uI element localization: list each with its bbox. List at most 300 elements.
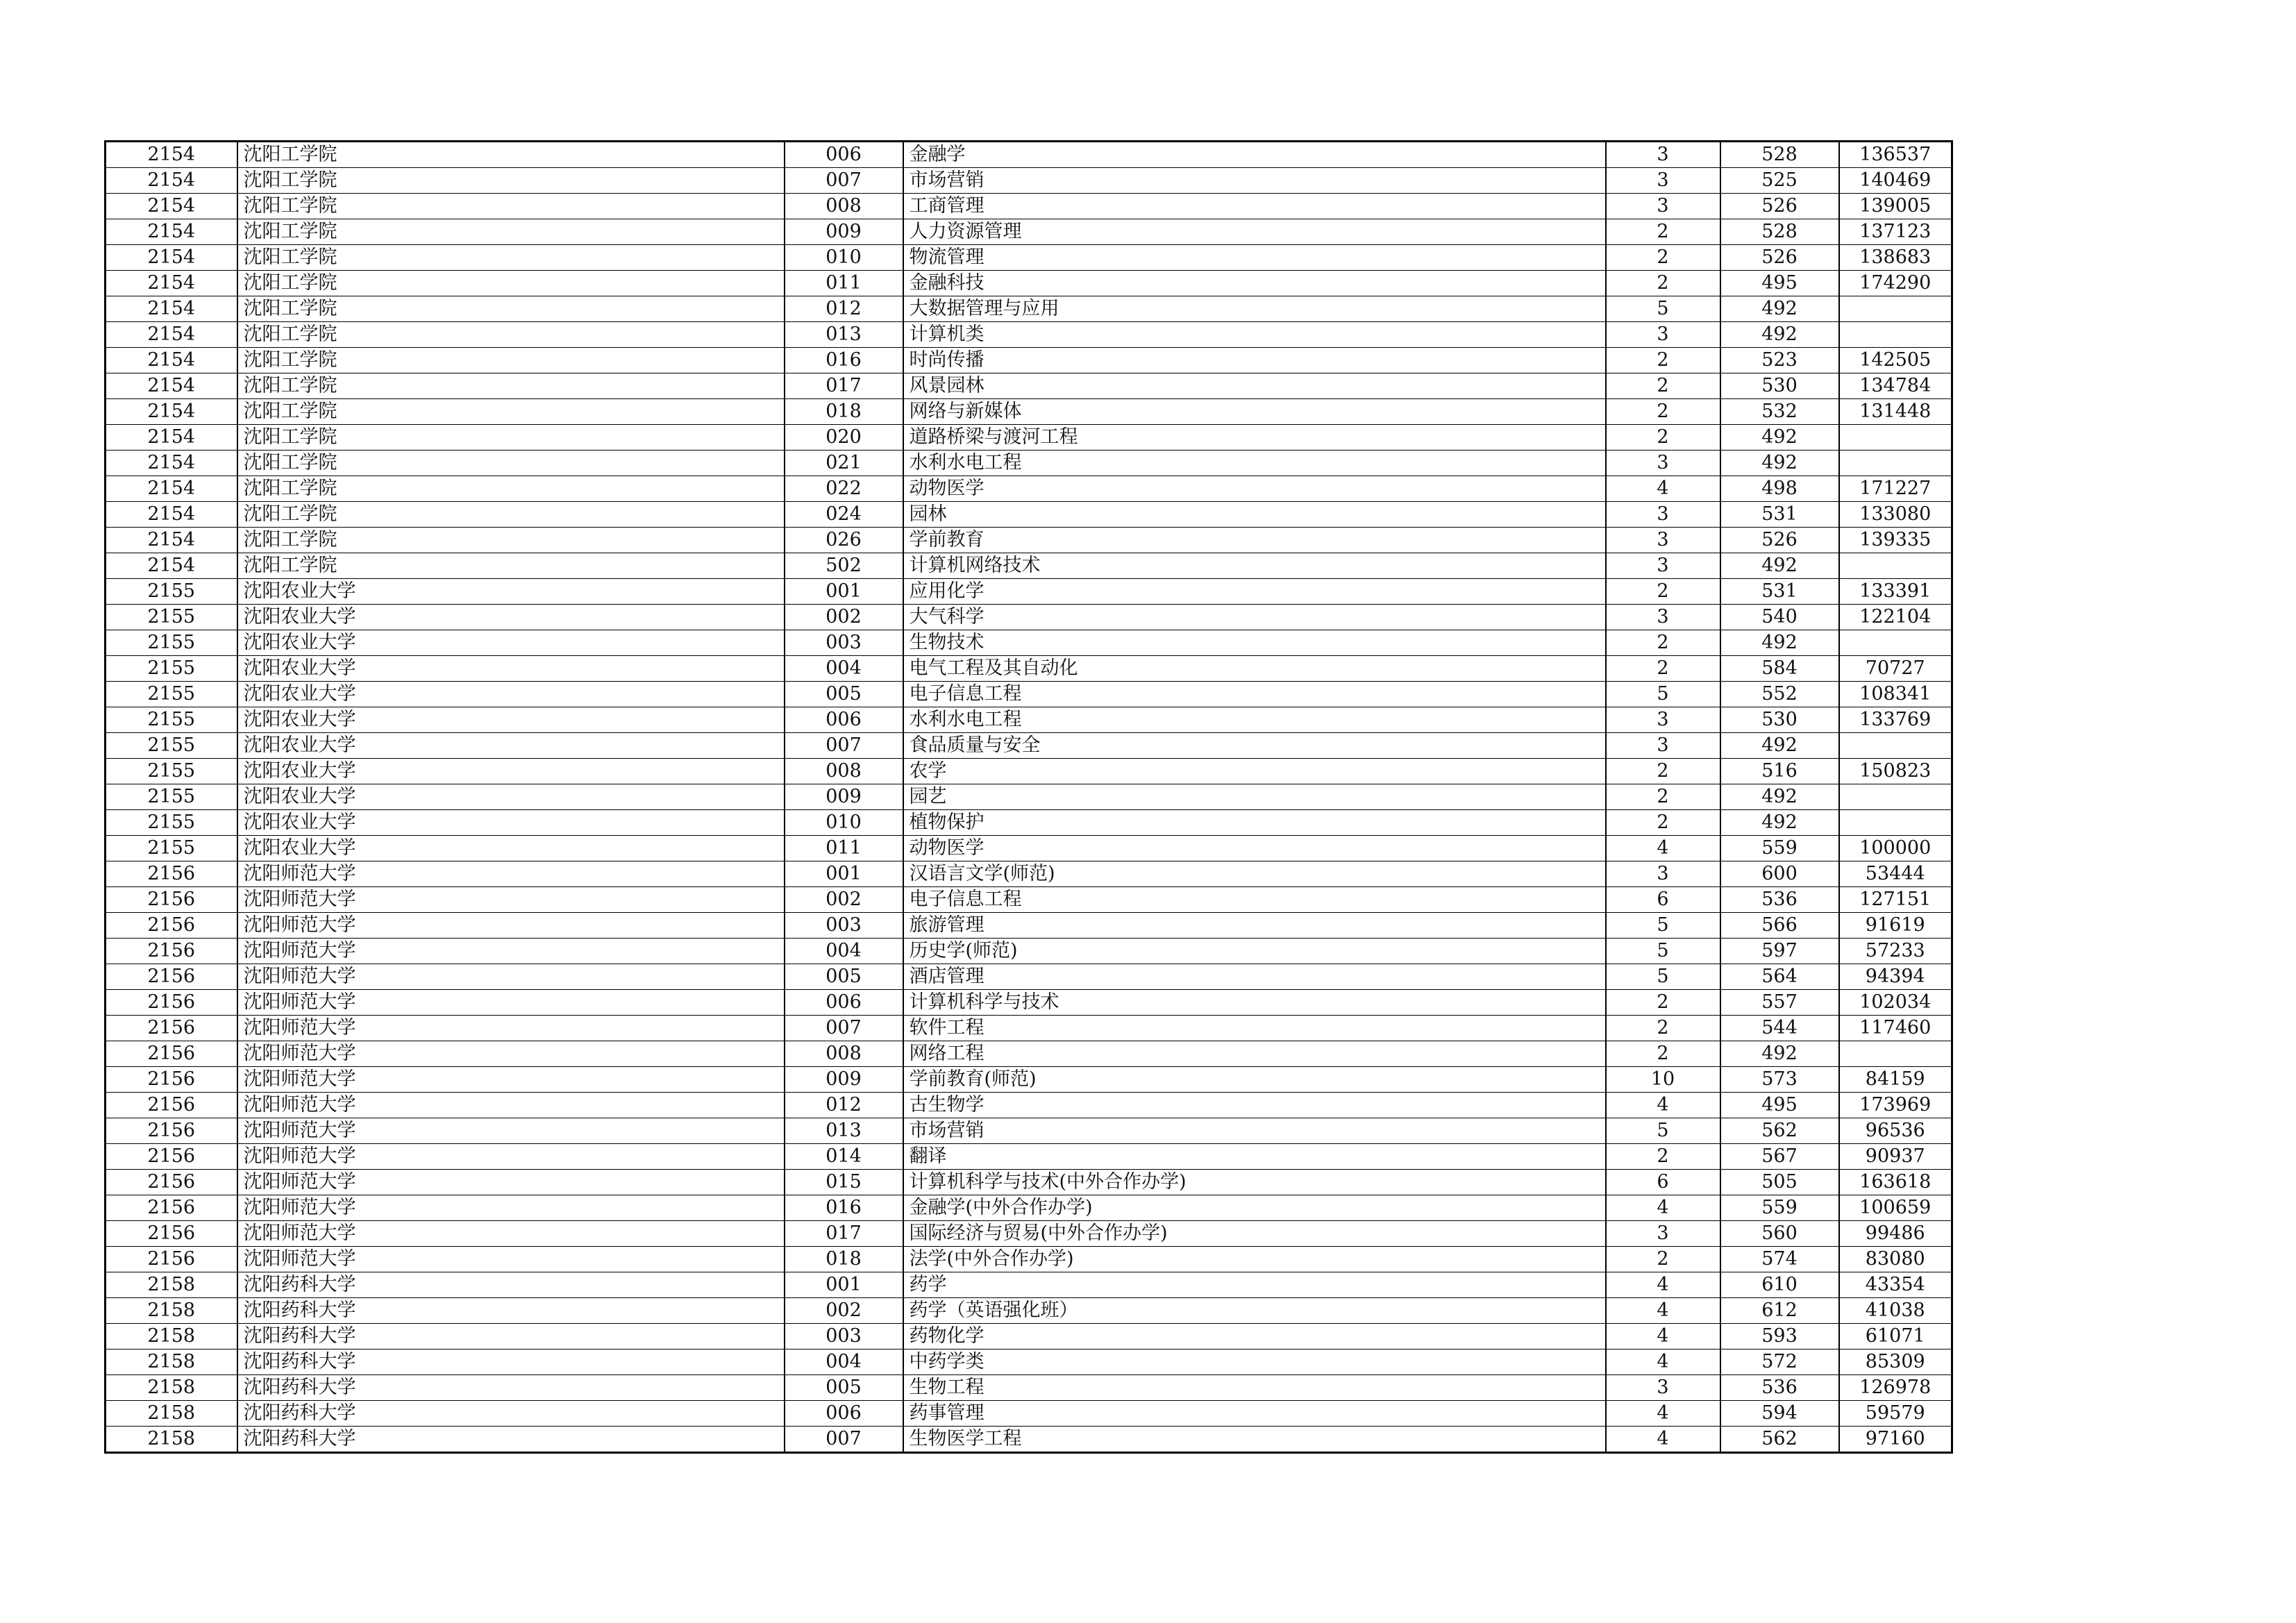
school-name-cell: 沈阳农业大学 [237,656,785,682]
min-rank-cell: 174290 [1839,271,1952,296]
table-row [106,656,1952,682]
major-name-cell: 学前教育 [903,528,1606,553]
school-code-cell: 2156 [106,1093,237,1118]
school-name-cell: 沈阳工学院 [237,219,785,245]
min-rank-cell: 117460 [1839,1016,1952,1041]
min-score-cell: 540 [1720,605,1839,630]
major-name-cell: 应用化学 [903,579,1606,605]
school-name-cell: 沈阳工学院 [237,194,785,219]
school-code-cell: 2155 [106,836,237,861]
school-name-cell: 沈阳农业大学 [237,707,785,733]
school-name-cell: 沈阳药科大学 [237,1272,785,1298]
school-code-cell: 2155 [106,656,237,682]
table-row [106,1324,1952,1349]
major-name-cell: 水利水电工程 [903,451,1606,476]
min-rank-cell: 41038 [1839,1298,1952,1324]
plan-count-cell: 3 [1606,1375,1720,1401]
major-name-cell: 水利水电工程 [903,707,1606,733]
school-name-cell: 沈阳农业大学 [237,759,785,784]
table-row [106,707,1952,733]
plan-count-cell: 3 [1606,194,1720,219]
school-name-cell: 沈阳工学院 [237,425,785,451]
min-rank-cell: 134784 [1839,373,1952,399]
major-name-cell: 国际经济与贸易(中外合作办学) [903,1221,1606,1247]
min-rank-cell: 171227 [1839,476,1952,502]
table-row [106,322,1952,348]
major-name-cell: 计算机科学与技术(中外合作办学) [903,1170,1606,1195]
school-name-cell: 沈阳师范大学 [237,861,785,887]
min-score-cell: 492 [1720,425,1839,451]
table-row [106,1118,1952,1144]
plan-count-cell: 3 [1606,733,1720,759]
major-name-cell: 古生物学 [903,1093,1606,1118]
school-code-cell: 2154 [106,322,237,348]
major-code-cell: 013 [785,322,903,348]
min-rank-cell: 163618 [1839,1170,1952,1195]
school-code-cell: 2158 [106,1375,237,1401]
school-code-cell: 2154 [106,502,237,528]
min-score-cell: 492 [1720,784,1839,810]
major-code-cell: 018 [785,399,903,425]
table-row [106,271,1952,296]
school-name-cell: 沈阳药科大学 [237,1427,785,1453]
table-row [106,1349,1952,1375]
min-rank-cell: 133391 [1839,579,1952,605]
min-score-cell: 526 [1720,245,1839,271]
plan-count-cell: 5 [1606,682,1720,707]
min-rank-cell: 83080 [1839,1247,1952,1272]
table-row [106,1221,1952,1247]
school-name-cell: 沈阳农业大学 [237,605,785,630]
table-row [106,168,1952,194]
school-name-cell: 沈阳师范大学 [237,939,785,964]
table-row [106,1093,1952,1118]
school-name-cell: 沈阳农业大学 [237,836,785,861]
school-code-cell: 2156 [106,964,237,990]
major-name-cell: 网络工程 [903,1041,1606,1067]
major-code-cell: 001 [785,1272,903,1298]
school-name-cell: 沈阳农业大学 [237,784,785,810]
school-code-cell: 2156 [106,1067,237,1093]
major-name-cell: 食品质量与安全 [903,733,1606,759]
major-name-cell: 园艺 [903,784,1606,810]
major-name-cell: 中药学类 [903,1349,1606,1375]
table-row [106,1170,1952,1195]
major-code-cell: 013 [785,1118,903,1144]
major-name-cell: 药学 [903,1272,1606,1298]
school-name-cell: 沈阳工学院 [237,142,785,168]
major-name-cell: 生物医学工程 [903,1427,1606,1453]
plan-count-cell: 4 [1606,476,1720,502]
major-code-cell: 007 [785,733,903,759]
major-code-cell: 021 [785,451,903,476]
plan-count-cell: 5 [1606,964,1720,990]
plan-count-cell: 4 [1606,1324,1720,1349]
min-rank-cell: 91619 [1839,913,1952,939]
min-score-cell: 572 [1720,1349,1839,1375]
min-score-cell: 498 [1720,476,1839,502]
school-code-cell: 2154 [106,373,237,399]
school-code-cell: 2156 [106,1118,237,1144]
min-score-cell: 559 [1720,836,1839,861]
school-code-cell: 2156 [106,1170,237,1195]
plan-count-cell: 2 [1606,219,1720,245]
major-name-cell: 动物医学 [903,476,1606,502]
school-code-cell: 2155 [106,810,237,836]
major-code-cell: 007 [785,1427,903,1453]
min-rank-cell: 137123 [1839,219,1952,245]
school-code-cell: 2156 [106,1221,237,1247]
school-name-cell: 沈阳师范大学 [237,887,785,913]
table-row [106,759,1952,784]
min-rank-cell: 127151 [1839,887,1952,913]
table-row [106,964,1952,990]
major-name-cell: 植物保护 [903,810,1606,836]
min-score-cell: 492 [1720,296,1839,322]
school-code-cell: 2158 [106,1349,237,1375]
major-code-cell: 010 [785,810,903,836]
plan-count-cell: 2 [1606,373,1720,399]
table-row [106,1067,1952,1093]
table-row [106,142,1952,168]
table-row [106,1375,1952,1401]
min-score-cell: 525 [1720,168,1839,194]
school-name-cell: 沈阳师范大学 [237,1016,785,1041]
table-row [106,348,1952,373]
major-code-cell: 022 [785,476,903,502]
school-name-cell: 沈阳师范大学 [237,1118,785,1144]
school-name-cell: 沈阳工学院 [237,322,785,348]
school-code-cell: 2156 [106,990,237,1016]
min-rank-cell [1839,1041,1952,1067]
major-code-cell: 502 [785,553,903,579]
min-score-cell: 559 [1720,1195,1839,1221]
min-rank-cell: 59579 [1839,1401,1952,1427]
school-name-cell: 沈阳农业大学 [237,682,785,707]
table-row [106,528,1952,553]
table-row [106,1144,1952,1170]
major-code-cell: 011 [785,836,903,861]
min-score-cell: 530 [1720,373,1839,399]
plan-count-cell: 3 [1606,707,1720,733]
min-rank-cell: 133080 [1839,502,1952,528]
major-name-cell: 生物工程 [903,1375,1606,1401]
major-code-cell: 004 [785,939,903,964]
min-rank-cell: 57233 [1839,939,1952,964]
plan-count-cell: 3 [1606,322,1720,348]
major-code-cell: 010 [785,245,903,271]
min-score-cell: 492 [1720,553,1839,579]
table-row [106,579,1952,605]
school-code-cell: 2154 [106,142,237,168]
school-code-cell: 2154 [106,553,237,579]
major-code-cell: 003 [785,913,903,939]
table-row [106,887,1952,913]
table-row [106,476,1952,502]
major-name-cell: 人力资源管理 [903,219,1606,245]
school-name-cell: 沈阳农业大学 [237,630,785,656]
major-name-cell: 药学（英语强化班） [903,1298,1606,1324]
major-name-cell: 农学 [903,759,1606,784]
school-name-cell: 沈阳工学院 [237,399,785,425]
major-name-cell: 计算机网络技术 [903,553,1606,579]
min-score-cell: 597 [1720,939,1839,964]
major-name-cell: 金融科技 [903,271,1606,296]
major-name-cell: 市场营销 [903,1118,1606,1144]
min-rank-cell: 85309 [1839,1349,1952,1375]
school-code-cell: 2156 [106,913,237,939]
table-row [106,990,1952,1016]
min-score-cell: 495 [1720,1093,1839,1118]
min-rank-cell [1839,322,1952,348]
major-code-cell: 005 [785,682,903,707]
plan-count-cell: 3 [1606,528,1720,553]
plan-count-cell: 2 [1606,990,1720,1016]
min-score-cell: 552 [1720,682,1839,707]
plan-count-cell: 10 [1606,1067,1720,1093]
school-code-cell: 2155 [106,605,237,630]
min-rank-cell [1839,630,1952,656]
min-score-cell: 562 [1720,1427,1839,1453]
major-name-cell: 金融学(中外合作办学) [903,1195,1606,1221]
min-rank-cell [1839,784,1952,810]
min-score-cell: 492 [1720,451,1839,476]
min-score-cell: 531 [1720,579,1839,605]
major-code-cell: 008 [785,1041,903,1067]
plan-count-cell: 3 [1606,861,1720,887]
plan-count-cell: 2 [1606,759,1720,784]
min-score-cell: 516 [1720,759,1839,784]
min-score-cell: 544 [1720,1016,1839,1041]
major-name-cell: 酒店管理 [903,964,1606,990]
plan-count-cell: 2 [1606,1041,1720,1067]
plan-count-cell: 4 [1606,1195,1720,1221]
min-score-cell: 574 [1720,1247,1839,1272]
major-code-cell: 024 [785,502,903,528]
plan-count-cell: 3 [1606,168,1720,194]
school-name-cell: 沈阳工学院 [237,245,785,271]
min-score-cell: 600 [1720,861,1839,887]
school-name-cell: 沈阳师范大学 [237,1093,785,1118]
major-code-cell: 006 [785,707,903,733]
plan-count-cell: 2 [1606,810,1720,836]
school-name-cell: 沈阳药科大学 [237,1324,785,1349]
min-rank-cell: 61071 [1839,1324,1952,1349]
major-name-cell: 大数据管理与应用 [903,296,1606,322]
min-score-cell: 528 [1720,219,1839,245]
school-code-cell: 2154 [106,425,237,451]
table-row [106,784,1952,810]
plan-count-cell: 2 [1606,425,1720,451]
min-score-cell: 523 [1720,348,1839,373]
table-row [106,425,1952,451]
major-code-cell: 017 [785,373,903,399]
major-code-cell: 004 [785,656,903,682]
school-code-cell: 2155 [106,707,237,733]
school-name-cell: 沈阳师范大学 [237,1170,785,1195]
major-code-cell: 014 [785,1144,903,1170]
plan-count-cell: 2 [1606,630,1720,656]
school-name-cell: 沈阳师范大学 [237,1041,785,1067]
major-code-cell: 009 [785,1067,903,1093]
min-score-cell: 593 [1720,1324,1839,1349]
table-row [106,502,1952,528]
major-code-cell: 002 [785,605,903,630]
school-code-cell: 2154 [106,245,237,271]
table-row [106,1298,1952,1324]
major-code-cell: 006 [785,142,903,168]
min-score-cell: 584 [1720,656,1839,682]
min-rank-cell: 126978 [1839,1375,1952,1401]
min-score-cell: 492 [1720,810,1839,836]
table-row [106,733,1952,759]
school-name-cell: 沈阳师范大学 [237,964,785,990]
plan-count-cell: 6 [1606,1170,1720,1195]
school-code-cell: 2156 [106,1195,237,1221]
school-code-cell: 2158 [106,1298,237,1324]
school-code-cell: 2156 [106,1041,237,1067]
min-rank-cell: 150823 [1839,759,1952,784]
major-name-cell: 动物医学 [903,836,1606,861]
major-code-cell: 012 [785,296,903,322]
min-rank-cell [1839,810,1952,836]
major-code-cell: 007 [785,168,903,194]
table-row [106,1195,1952,1221]
min-score-cell: 564 [1720,964,1839,990]
major-code-cell: 002 [785,887,903,913]
min-rank-cell: 90937 [1839,1144,1952,1170]
min-score-cell: 528 [1720,142,1839,168]
min-rank-cell: 131448 [1839,399,1952,425]
school-name-cell: 沈阳工学院 [237,296,785,322]
min-score-cell: 560 [1720,1221,1839,1247]
major-code-cell: 017 [785,1221,903,1247]
school-name-cell: 沈阳药科大学 [237,1375,785,1401]
min-rank-cell: 140469 [1839,168,1952,194]
major-code-cell: 006 [785,1401,903,1427]
min-rank-cell: 100659 [1839,1195,1952,1221]
major-code-cell: 012 [785,1093,903,1118]
major-code-cell: 003 [785,1324,903,1349]
plan-count-cell: 2 [1606,656,1720,682]
plan-count-cell: 5 [1606,939,1720,964]
table-row [106,451,1952,476]
min-score-cell: 557 [1720,990,1839,1016]
table-row [106,553,1952,579]
school-name-cell: 沈阳工学院 [237,271,785,296]
plan-count-cell: 4 [1606,836,1720,861]
major-name-cell: 网络与新媒体 [903,399,1606,425]
major-name-cell: 历史学(师范) [903,939,1606,964]
major-code-cell: 005 [785,964,903,990]
major-name-cell: 金融学 [903,142,1606,168]
school-name-cell: 沈阳药科大学 [237,1401,785,1427]
min-score-cell: 567 [1720,1144,1839,1170]
major-name-cell: 工商管理 [903,194,1606,219]
min-rank-cell: 43354 [1839,1272,1952,1298]
table-row [106,939,1952,964]
min-score-cell: 566 [1720,913,1839,939]
major-name-cell: 药事管理 [903,1401,1606,1427]
school-code-cell: 2156 [106,1144,237,1170]
school-code-cell: 2158 [106,1324,237,1349]
table-row [106,399,1952,425]
major-name-cell: 电子信息工程 [903,887,1606,913]
min-score-cell: 530 [1720,707,1839,733]
major-code-cell: 004 [785,1349,903,1375]
school-code-cell: 2154 [106,528,237,553]
school-name-cell: 沈阳师范大学 [237,1247,785,1272]
school-name-cell: 沈阳师范大学 [237,1144,785,1170]
min-rank-cell: 133769 [1839,707,1952,733]
plan-count-cell: 5 [1606,913,1720,939]
school-name-cell: 沈阳工学院 [237,528,785,553]
school-code-cell: 2154 [106,348,237,373]
school-name-cell: 沈阳工学院 [237,373,785,399]
major-code-cell: 003 [785,630,903,656]
min-score-cell: 495 [1720,271,1839,296]
min-score-cell: 536 [1720,887,1839,913]
plan-count-cell: 2 [1606,399,1720,425]
min-rank-cell: 96536 [1839,1118,1952,1144]
school-code-cell: 2155 [106,759,237,784]
min-rank-cell: 138683 [1839,245,1952,271]
table-row [106,682,1952,707]
min-rank-cell: 136537 [1839,142,1952,168]
min-rank-cell [1839,553,1952,579]
school-code-cell: 2156 [106,1247,237,1272]
major-code-cell: 001 [785,861,903,887]
table-row [106,810,1952,836]
school-code-cell: 2158 [106,1427,237,1453]
plan-count-cell: 4 [1606,1272,1720,1298]
major-name-cell: 软件工程 [903,1016,1606,1041]
major-name-cell: 旅游管理 [903,913,1606,939]
plan-count-cell: 2 [1606,245,1720,271]
plan-count-cell: 3 [1606,1221,1720,1247]
school-code-cell: 2154 [106,168,237,194]
school-code-cell: 2156 [106,939,237,964]
school-code-cell: 2154 [106,451,237,476]
plan-count-cell: 2 [1606,784,1720,810]
table-row [106,373,1952,399]
min-rank-cell: 139005 [1839,194,1952,219]
major-name-cell: 时尚传播 [903,348,1606,373]
table-row [106,219,1952,245]
school-name-cell: 沈阳师范大学 [237,913,785,939]
school-name-cell: 沈阳师范大学 [237,990,785,1016]
table-row [106,861,1952,887]
major-code-cell: 011 [785,271,903,296]
major-name-cell: 物流管理 [903,245,1606,271]
school-name-cell: 沈阳药科大学 [237,1349,785,1375]
major-name-cell: 计算机科学与技术 [903,990,1606,1016]
plan-count-cell: 4 [1606,1298,1720,1324]
major-code-cell: 015 [785,1170,903,1195]
min-score-cell: 532 [1720,399,1839,425]
min-rank-cell: 108341 [1839,682,1952,707]
school-name-cell: 沈阳工学院 [237,451,785,476]
plan-count-cell: 5 [1606,1118,1720,1144]
table-row [106,836,1952,861]
plan-count-cell: 4 [1606,1401,1720,1427]
table-row [106,630,1952,656]
major-code-cell: 007 [785,1016,903,1041]
table-row [106,605,1952,630]
plan-count-cell: 2 [1606,1144,1720,1170]
plan-count-cell: 3 [1606,502,1720,528]
school-code-cell: 2154 [106,194,237,219]
